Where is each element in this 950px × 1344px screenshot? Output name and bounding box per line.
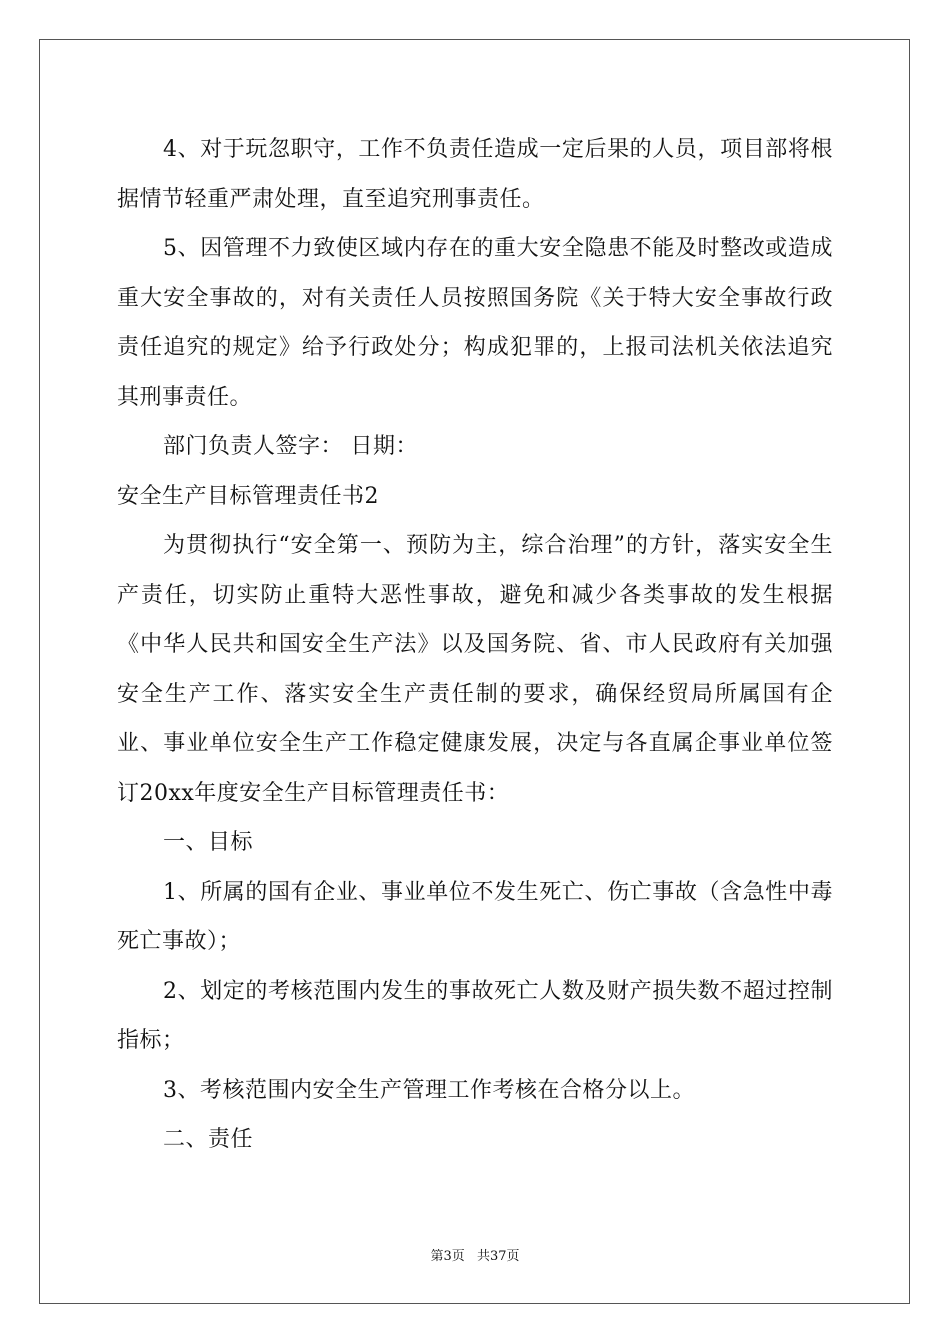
intro-paragraph: 为贯彻执行“安全第一、预防为主，综合治理”的方针，落实安全生产责任，切实防止重特大恶性事故，避免和减少各类事故的发生根据《中华人民共和国安全生产法》以及国务院、省、市人民政府有关加强安全生产工作、落实安全生产责任制的要求，确保经贸局所属国有企业、事业单位安全生产工作稳定健康发展，决定与各直属企事业单位签订20xx年度安全生产目标管理责任书： bbox=[117, 533, 833, 806]
goal-item-1: 1、所属的国有企业、事业单位不发生死亡、伤亡事故（含急性中毒死亡事故）； bbox=[117, 879, 833, 954]
signature-line: 部门负责人签字： 日期： bbox=[163, 434, 418, 459]
paragraph-item-5: 5、因管理不力致使区域内存在的重大安全隐患不能及时整改或造成重大安全事故的，对有关责任人员按照国务院《关于特大安全事故行政责任追究的规定》给予行政处分；构成犯罪的，上报司法机关依法追究其刑事责任。 bbox=[117, 236, 833, 410]
goal-item-3: 3、考核范围内安全生产管理工作考核在合格分以上。 bbox=[163, 1077, 695, 1103]
page-footer bbox=[0, 1245, 950, 1264]
paragraph-item-4: 4、对于玩忽职守，工作不负责任造成一定后果的人员，项目部将根据情节轻重严肃处理，直至追究刑事责任。 bbox=[117, 137, 833, 212]
heading-goals: 一、目标 bbox=[163, 830, 254, 855]
section-title: 安全生产目标管理责任书2 bbox=[117, 483, 379, 509]
total-pages: 共37页 bbox=[476, 1249, 520, 1264]
document-body bbox=[117, 125, 833, 1165]
page-number: 第3页 bbox=[430, 1249, 465, 1264]
heading-responsibility: 二、责任 bbox=[163, 1127, 254, 1152]
goal-item-2: 2、划定的考核范围内发生的事故死亡人数及财产损失数不超过控制指标； bbox=[117, 978, 833, 1053]
